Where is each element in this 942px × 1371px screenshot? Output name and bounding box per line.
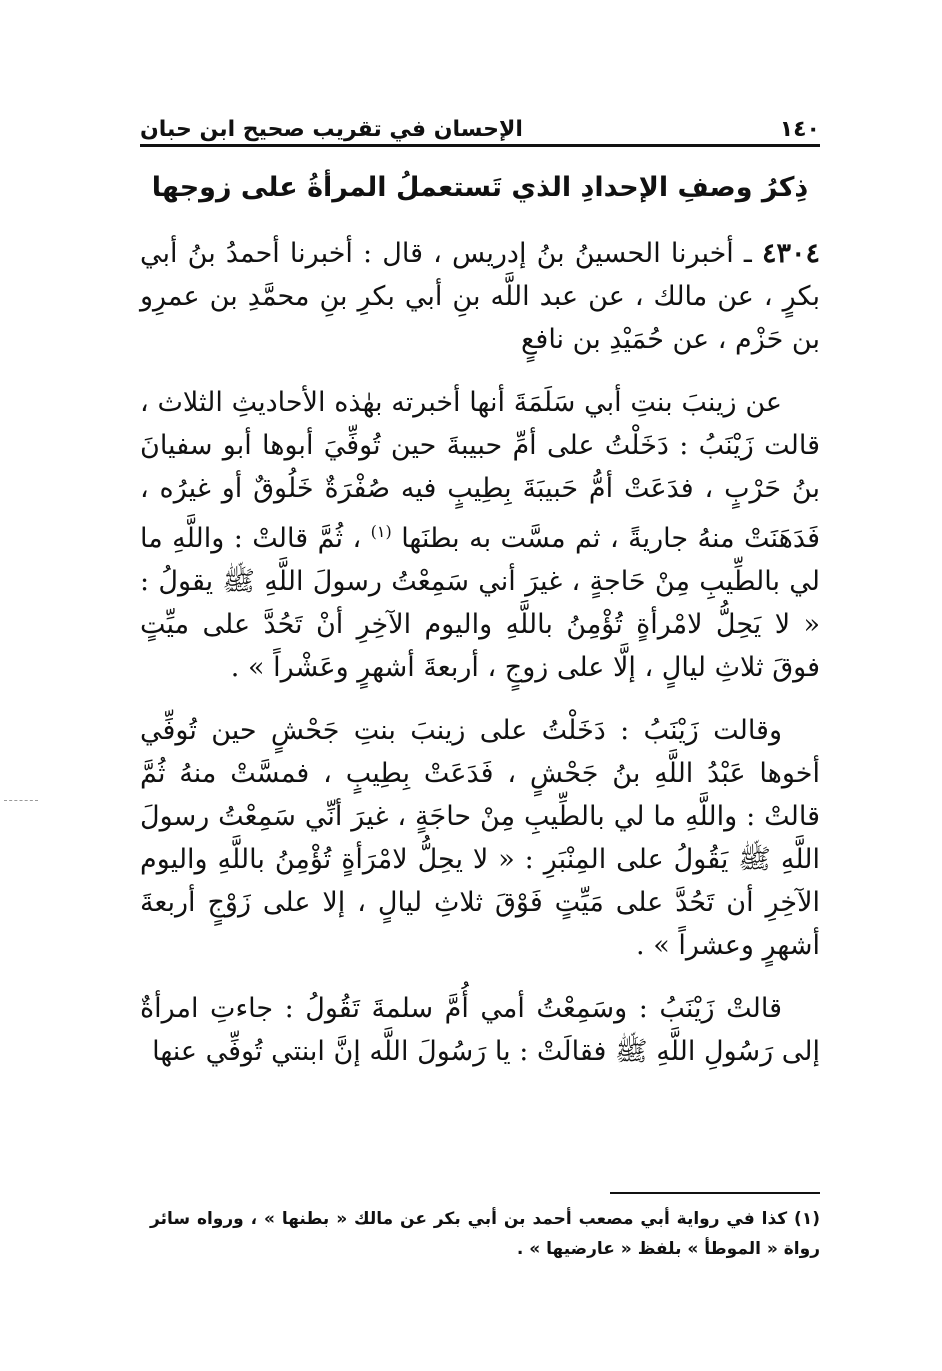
paragraph-1-text-b: ، ثُمَّ قالتْ : واللَّهِ ما لي بالطِّيبِ مِنْ حَاجةٍ ، غيرَ أني سَمِعْتُ رسولَ اللَّهِ ﷺ يقولُ : « لا يَحِلُّ لامْرأةٍ تُؤْمِنُ باللَّهِ واليوم الآخِرِ أنْ تَحُدَّ على ميِّتٍ فوقَ ثلاثِ ليالٍ ، إلَّا على زوجٍ ، أربعةَ أشهرٍ وعَشْراً » . [140, 523, 820, 683]
footnote-reference[interactable]: (١) [370, 522, 392, 541]
isnad-text: ـ أخبرنا الحسينُ بنُ إدريس ، قال : أخبرنا أحمدُ بنُ أبي بكرٍ ، عن مالك ، عن عبد اللَّه بنِ أبي بكرِ بنِ محمَّدِ بن عمرِو بن حَزْم ، عن حُمَيْدِ بن نافعٍ [140, 238, 820, 355]
scan-margin-mark [4, 800, 38, 801]
main-text [140, 232, 820, 1093]
paragraph-1-text-a: عن زينبَ بنتِ أبي سَلَمَةَ أنها أخبرته بهٰذه الأحاديثِ الثلاث ، قالت زَيْنَبُ : دَخَلْتُ على أمِّ حبيبةَ حين تُوفِّيَ أبوها أبو سفيانَ بنُ حَرْبٍ ، فدَعَتْ أمُّ حَبيبَةَ بِطِيبٍ فيه صُفْرَةٌ خَلُوقٌ أو غيرُه ، فَدَهَنَتْ منهُ جاريةً ، ثم مسَّت به بطنَها [140, 387, 820, 554]
hadith-paragraph-2: وقالت زَيْنَبُ : دَخَلْتُ على زينبَ بنتِ جَحْشٍ حين تُوفِّي أخوها عَبْدُ اللَّهِ بنُ جَحْشٍ ، فَدَعَتْ بِطِيبٍ ، فمسَّتْ منهُ ثُمَّ قالتْ : واللَّهِ ما لي بالطِّيبِ مِنْ حاجَةٍ ، غيرَ أنِّي سَمِعْتُ رسولَ اللَّهِ ﷺ يَقُولُ على المِنْبَرِ : « لا يحِلُّ لامْرَأةٍ تُؤْمِنُ باللَّهِ واليوم الآخِرِ أن تَحُدَّ على مَيِّتٍ فَوْقَ ثلاثِ ليالٍ ، إلا على زَوْجٍ أربعةَ أشهرٍ وعشراً » . [140, 715, 820, 961]
hadith-paragraph-3: قالتْ زَيْنَبُ : وسَمِعْتُ أمي أُمَّ سلمةَ تَقُولُ : جاءتِ امرأةٌ إلى رَسُولِ اللَّهِ ﷺ فقالَتْ : يا رَسُولَ اللَّه إنَّ ابنتي تُوفِّي عنها [140, 993, 820, 1067]
header-rule [140, 144, 820, 147]
running-header [140, 108, 820, 142]
footnote: (١) كذا في رواية أبي مصعب أحمد بن أبي بكر عن مالك « بطنها » ، ورواه سائر رواة « الموطأ » بلفظ « عارضيها » . [150, 1209, 820, 1259]
chapter-title: ذِكرُ وصفِ الإحدادِ الذي تَستعملُ المرأةُ على زوجها [151, 172, 809, 203]
hadith-number: ٤٣٠٤ [761, 238, 820, 269]
hadith-paragraph-1 [140, 381, 820, 689]
footnote-rule [610, 1192, 820, 1194]
page-number: ١٤٠ [779, 117, 820, 142]
book-title: الإحسان في تقريب صحيح ابن حبان [140, 117, 523, 142]
isnad-paragraph [140, 232, 820, 361]
